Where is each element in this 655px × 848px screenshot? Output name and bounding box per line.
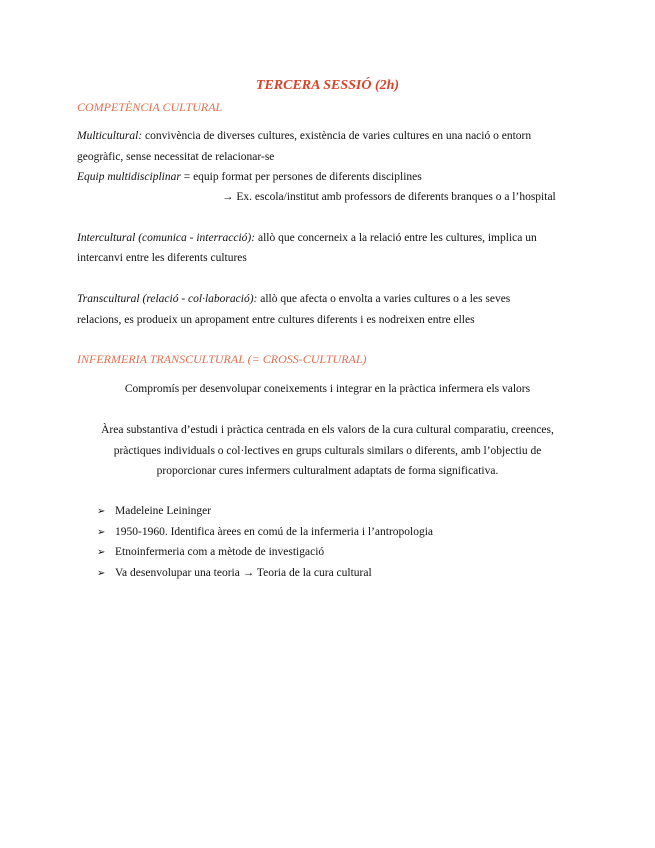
area-paragraph-line2: pràctiques individuals o col·lectives en grups culturals similars o diferents, amb l’objectiu de <box>113 445 542 457</box>
list-item-text: 1950-1960. Identifica àrees en comú de la infermeria i l’antropologia <box>115 526 434 538</box>
commitment-line: Compromís per desenvolupar coneixements i integrar en la pràctica infermera els valors <box>124 383 531 395</box>
section-heading-transcultural-nursing: INFERMERIA TRANSCULTURAL (= CROSS-CULTURAL) <box>77 352 367 366</box>
page-title: TERCERA SESSIÓ (2h) <box>255 78 400 93</box>
bullet-arrow-icon: ➢ <box>97 568 106 579</box>
equip-definition: = equip format per persones de diferents disciplines <box>180 171 422 183</box>
bullet-arrow-icon: ➢ <box>97 506 106 517</box>
equip-term: Equip multidisciplinar <box>77 171 181 183</box>
transcultural-paragraph-line2: relacions, es produeix un apropament entre cultures diferents i es nodreixen entre elles <box>77 314 475 326</box>
list-item-text: Va desenvolupar una teoria → Teoria de la cura cultural <box>115 567 372 579</box>
bullet-arrow-icon: ➢ <box>97 547 106 558</box>
list-item <box>97 545 324 560</box>
transcultural-term: Transcultural (relació - col·laboració): <box>77 293 258 305</box>
intercultural-paragraph-line2: intercanvi entre les diferents cultures <box>77 252 247 264</box>
bullet-arrow-icon: ➢ <box>97 527 106 538</box>
list-item-text: Etnoinfermeria com a mètode de investigació <box>115 546 325 558</box>
multicultural-term: Multicultural: <box>77 130 143 142</box>
intercultural-paragraph-line1 <box>77 231 537 245</box>
intercultural-definition: allò que concerneix a la relació entre les cultures, implica un <box>255 232 537 244</box>
area-paragraph-line1: Àrea substantiva d’estudi i pràctica centrada en els valors de la cura cultural comparatiu, creences, <box>101 424 554 436</box>
list-item <box>97 525 433 540</box>
multicultural-paragraph-line2: geogràfic, sense necessitat de relacionar-se <box>77 151 275 163</box>
list-item <box>97 566 372 581</box>
list-item <box>97 504 211 519</box>
intercultural-term: Intercultural (comunica - interracció): <box>77 232 256 244</box>
equip-paragraph <box>77 170 422 184</box>
area-paragraph-line3: proporcionar cures infermers culturalment adaptats de forma significativa. <box>156 465 499 477</box>
multicultural-definition: convivència de diverses cultures, existència de varies cultures en una nació o entorn <box>142 130 532 142</box>
equip-example: → Ex. escola/institut amb professors de diferents branques o a l’hospital <box>222 191 556 203</box>
section-heading-cultural-competence: COMPETÈNCIA CULTURAL <box>77 100 223 114</box>
transcultural-definition: allò que afecta o envolta a varies cultures o a les seves <box>257 293 511 305</box>
transcultural-paragraph-line1 <box>77 292 510 306</box>
list-item-text: Madeleine Leininger <box>115 505 212 517</box>
multicultural-paragraph-line1 <box>77 129 531 143</box>
